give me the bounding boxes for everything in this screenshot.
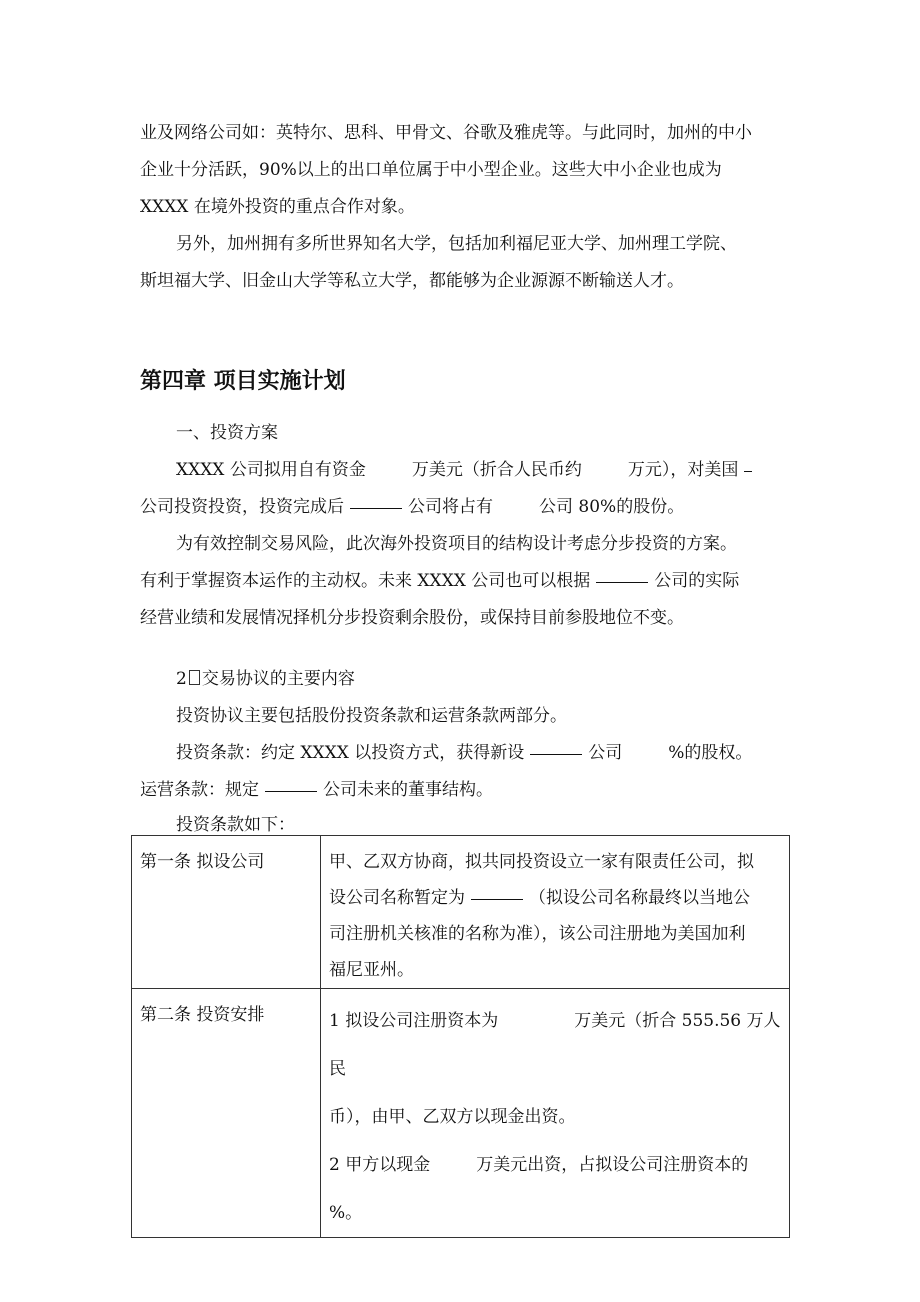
- section2-para2: [176, 734, 790, 772]
- row-label: 第二条 投资安排: [132, 989, 321, 1238]
- text-segment: 万美元（折合人民币约: [411, 460, 582, 480]
- text-segment: （拟设公司名称最终以当地公: [529, 888, 750, 908]
- text-segment: %的股权。: [668, 743, 753, 763]
- text-segment: 公司: [588, 743, 623, 763]
- section2-para1: 投资协议主要包括股份投资条款和运营条款两部分。: [176, 706, 567, 726]
- blank-line: [265, 790, 317, 792]
- content-line: [329, 997, 781, 1093]
- chapter-title: 第四章 项目实施计划: [140, 369, 346, 394]
- row-content: [321, 836, 790, 989]
- content-line: 司注册机关核准的名称为准），该公司注册地为美国加利: [329, 924, 746, 944]
- content-line: 甲、乙双方协商，拟共同投资设立一家有限责任公司，拟: [329, 852, 754, 872]
- text-segment: 公司将占有: [408, 497, 493, 517]
- intro-line-2: 企业十分活跃，90%以上的出口单位属于中小型企业。这些大中小企业也成为: [140, 160, 722, 180]
- heading-number: 2: [176, 669, 187, 689]
- blank-line: [350, 507, 402, 509]
- blank-line: [471, 898, 523, 900]
- blank-line: [596, 581, 648, 583]
- row-content: [321, 989, 790, 1238]
- intro-line-3: XXXX 在境外投资的重点合作对象。: [140, 197, 415, 217]
- text-segment: 投资条款：约定 XXXX 以投资方式，获得新设: [176, 743, 525, 763]
- text-segment: XXXX 公司拟用自有资金: [176, 460, 366, 480]
- section1-para2-line2: [140, 562, 790, 600]
- text-segment: 万美元出资，占拟设公司注册资本的: [476, 1155, 749, 1175]
- row-label: 第一条 拟设公司: [132, 836, 321, 989]
- text-segment: 2 甲方以现金: [329, 1155, 431, 1175]
- table-row: [132, 836, 790, 989]
- text-segment: 公司投资投资，投资完成后: [140, 497, 344, 517]
- content-line: 福尼亚州。: [329, 960, 414, 980]
- text-segment: 有利于掌握资本运作的主动权。未来 XXXX 公司也可以根据: [140, 571, 591, 591]
- investment-terms-table: [131, 835, 790, 1238]
- text-segment: 1 拟设公司注册资本为: [329, 1011, 499, 1031]
- content-line: %。: [329, 1203, 363, 1223]
- section1-para2-line1: 为有效控制交易风险，此次海外投资项目的结构设计考虑分步投资的方案。: [176, 534, 737, 554]
- text-segment: 万元），对美国: [627, 460, 739, 480]
- section2-para4: 投资条款如下：: [176, 815, 295, 835]
- heading-text: 交易协议的主要内容: [201, 669, 355, 689]
- intro-line-5: 斯坦福大学、旧金山大学等私立大学，都能够为企业源源不断输送人才。: [140, 271, 684, 291]
- missing-glyph-box: [189, 670, 200, 685]
- section1-para2-line3: 经营业绩和发展情况择机分步投资剩余股份，或保持目前参股地位不变。: [140, 608, 684, 628]
- text-segment: 运营条款：规定: [140, 780, 259, 800]
- content-line: [329, 880, 781, 916]
- text-segment: 公司 80%的股份。: [539, 497, 685, 517]
- blank-line: [530, 753, 582, 755]
- text-segment: 公司未来的董事结构。: [323, 780, 493, 800]
- content-line: 币），由甲、乙双方以现金出资。: [329, 1107, 576, 1127]
- blank-line: [744, 470, 752, 472]
- section2-heading: [176, 660, 790, 698]
- content-line: [329, 1141, 781, 1189]
- text-segment: 设公司名称暂定为: [329, 888, 465, 908]
- text-segment: 万美元（折合 555.56 万人民: [329, 1011, 781, 1079]
- section1-para1-line2: [140, 488, 790, 526]
- section2-para3: [140, 771, 790, 809]
- section1-heading: 一、投资方案: [176, 423, 278, 443]
- intro-line-1: 业及网络公司如：英特尔、思科、甲骨文、谷歌及雅虎等。与此同时，加州的中小: [140, 123, 752, 143]
- section1-para1-line1: [176, 451, 790, 489]
- table-row: [132, 989, 790, 1238]
- text-segment: 公司的实际: [654, 571, 740, 591]
- intro-line-4: 另外，加州拥有多所世界知名大学，包括加利福尼亚大学、加州理工学院、: [176, 234, 737, 254]
